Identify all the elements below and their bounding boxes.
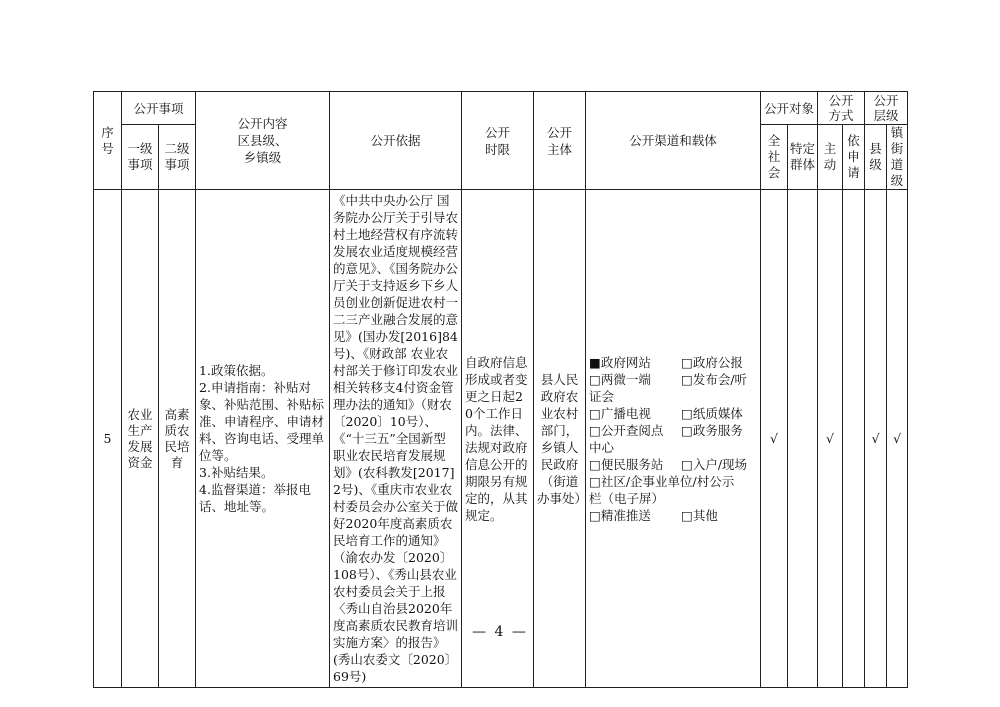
- header-public-items: 公开事项: [122, 92, 196, 125]
- channel-option: 中心: [589, 439, 615, 455]
- channel-option: □政府公报: [681, 354, 743, 370]
- row-level-town: √: [887, 190, 908, 688]
- row-level1: 农业生产发展资金: [122, 190, 159, 688]
- header-target: 公开对象: [761, 92, 818, 125]
- channel-option: □纸质媒体: [681, 405, 743, 421]
- channel-line: [589, 490, 757, 507]
- channel-option: □社区/企事业单位/村公示: [589, 473, 735, 489]
- header-level2: 二级事项: [159, 125, 196, 190]
- content-item: 4.监督渠道：举报电话、地址等。: [199, 482, 311, 514]
- channel-option: □入户/现场: [681, 456, 748, 472]
- channel-option: □公开查阅点: [589, 422, 664, 438]
- header-level1: 一级事项: [122, 125, 159, 190]
- row-channels: [586, 190, 761, 688]
- disclosure-table: [93, 91, 908, 688]
- row-method-apply: [843, 190, 865, 688]
- row-level-county: √: [865, 190, 887, 688]
- row-basis: 《中共中央办公厅 国务院办公厅关于引导农村土地经营权有序流转发展农业适度规模经营的意见》、《国务院办公厅关于支持返乡下乡人员创业创新促进农村一二三产业融合发展的意见》(国办发[2016]84号)、《财政部 农业农村部关于修订印发农业相关转移支4付资金管理办法的通知》（财农〔2020〕10号）、《“十三五”全国新型职业农民培育发展规划》(农科教发[2017]2号)、《重庆市农业农村委员会办公室关于做好2020年度高素质农民培育工作的通知》（渝农办发〔2020〕108号）、《秀山县农业农村委员会关于上报〈秀山自治县2020年度高素质农民教育培训实施方案〉的报告》(秀山农委文〔2020〕69号): [330, 190, 462, 688]
- channel-line: [589, 507, 757, 524]
- header-target-specific: 特定群体: [788, 125, 818, 190]
- channel-line: [589, 422, 757, 439]
- row-target-specific: [788, 190, 818, 688]
- channel-option: 栏（电子屏）: [589, 490, 665, 506]
- channel-line: [589, 371, 757, 388]
- header-level-county: 县级: [865, 125, 887, 190]
- channel-option: □便民服务站: [589, 456, 664, 472]
- channel-option: 证会: [589, 388, 615, 404]
- channel-option: ■政府网站: [589, 354, 651, 370]
- header-subject: 公开 主体: [534, 92, 586, 190]
- channel-line: [589, 439, 757, 456]
- channel-option: □广播电视: [589, 405, 651, 421]
- header-channels: 公开渠道和载体: [586, 92, 761, 190]
- channel-line: [589, 388, 757, 405]
- header-basis: 公开依据: [330, 92, 462, 190]
- channel-option: □发布会/听: [681, 371, 748, 387]
- channel-option: □精准推送: [589, 507, 651, 523]
- header-content: 公开内容 区县级、 乡镇级: [196, 92, 330, 190]
- channel-line: [589, 456, 757, 473]
- row-content: [196, 190, 330, 688]
- channel-line: [589, 473, 757, 490]
- header-level: 公开 层级: [865, 92, 908, 125]
- header-target-all: 全社会: [761, 125, 788, 190]
- row-level2: 高素质农民培育: [159, 190, 196, 688]
- row-target-all: √: [761, 190, 788, 688]
- channel-option: □政务服务: [681, 422, 743, 438]
- content-item: 1.政策依据。: [199, 363, 274, 378]
- header-method-apply: 依申请: [843, 125, 865, 190]
- header-seq: 序号: [94, 92, 122, 190]
- header-level-town: 镇街道级: [887, 125, 908, 190]
- content-item: 3.补贴结果。: [199, 465, 274, 480]
- channel-option: □其他: [681, 507, 718, 523]
- row-method-active: √: [818, 190, 843, 688]
- content-item: 2.申请指南：补贴对象、补贴范围、补贴标准、申请程序、申请材料、咨询电话、受理单位等。: [199, 380, 325, 463]
- channel-option: [614, 439, 757, 456]
- channel-option: □两微一端: [589, 371, 651, 387]
- row-time-limit: 自政府信息形成或者变更之日起20个工作日内。法律、法规对政府信息公开的期限另有规定的，从其规定。: [462, 190, 534, 688]
- channel-option: [664, 490, 757, 507]
- header-time-limit: 公开 时限: [462, 92, 534, 190]
- header-method: 公开 方式: [818, 92, 865, 125]
- channel-option: [734, 473, 757, 490]
- row-seq: 5: [94, 190, 122, 688]
- channel-line: [589, 354, 757, 371]
- row-subject: 县人民政府农业农村部门，乡镇人民政府（街道办事处）: [534, 190, 586, 688]
- page-number: — 4 —: [472, 624, 528, 640]
- header-method-active: 主动: [818, 125, 843, 190]
- channel-line: [589, 405, 757, 422]
- channel-option: [614, 388, 757, 405]
